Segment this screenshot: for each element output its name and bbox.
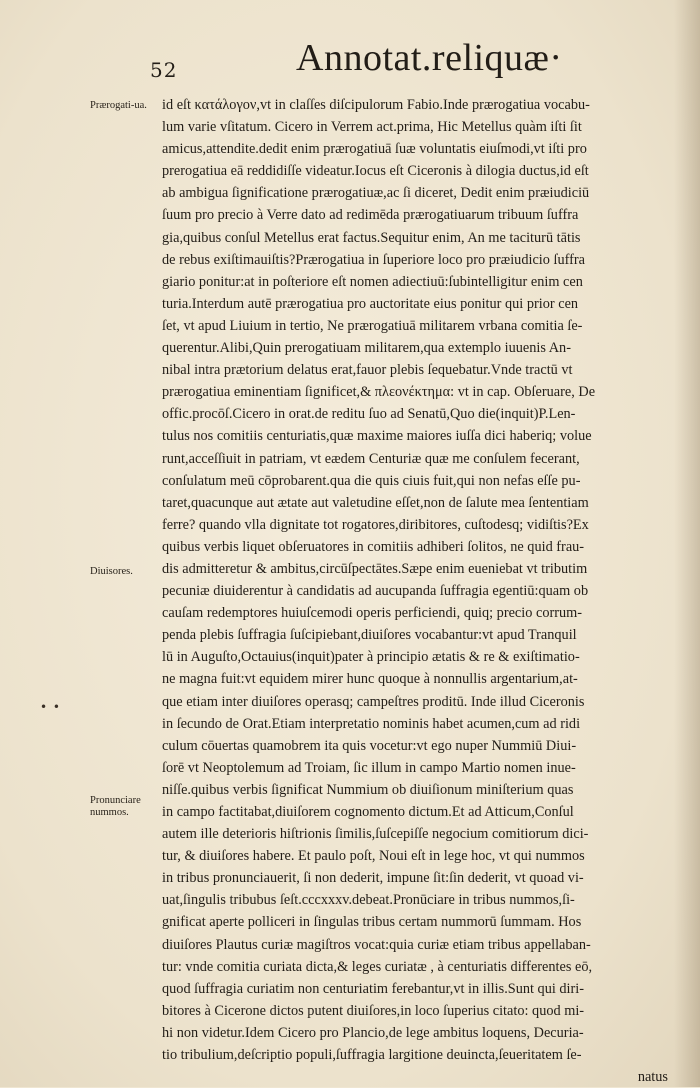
text-line: ſuum pro precio à Verre dato ad redimēda prærogatiuarum tribuum ſuffra: [162, 207, 579, 224]
text-line: ſet, vt apud Liuium in tertio, Ne prærogatiuā militarem vrbana comitia ſe-: [162, 317, 583, 334]
text-line: lū in Auguſto,Octauius(inquit)pater à principio ætatis & re & exiſtimatio-: [162, 649, 580, 666]
text-line: uat,ſingulis tribubus ſeſt.cccxxxv.debeat.Pronūciare in tribus nummos,ſi-: [162, 892, 575, 909]
text-line: diuiſores Plautus curiæ magiſtros vocat:quia curiæ etiam tribus appellaban-: [162, 936, 591, 953]
text-line: cauſam redemptores huiuſcemodi operis perficiendi, quiq; precio corrum-: [162, 605, 583, 622]
text-line: culum cōuertas quamobrem ita quis vocetur:vt ego nuper Nummiū Diui-: [162, 737, 577, 754]
stray-ink-mark: • •: [40, 700, 61, 714]
page-edge-shadow: [674, 0, 700, 1087]
text-line: tulus nos comitiis centuriatis,quæ maxime maiores iuſſa dici haberiq; volue: [162, 428, 592, 445]
page-number: 52: [150, 58, 178, 82]
text-line: taret,quacunque aut ætate aut valetudine eſſet,non de ſalute mea ſententiam: [162, 494, 589, 511]
text-line: tio tribulium,deſcriptio populi,ſuffragia largitione deuincta,ſeueritatem ſe-: [162, 1047, 582, 1064]
text-line: tur, & diuiſores habere. Et paulo poſt, Noui eſt in lege hoc, vt qui nummos: [162, 848, 585, 865]
text-line: lum varie vſitatum. Cicero in Verrem act.prima, Hic Metellus quàm iſti ſit: [162, 119, 582, 136]
text-line: conſulatum meū cōprobarent.qua die quis ciuis fuit,qui non nefas eſſe pu-: [162, 472, 581, 489]
text-line: in campo factitabat,diuiſorem cognomento dictum.Et ad Atticum,Conſul: [162, 804, 574, 820]
text-line: prærogatiua eminentiam ſignificet,& πλεονέκτημα: vt in cap. Obſeruare, De: [162, 384, 596, 401]
text-line: ab ambigua ſignificatione prærogatiuæ,ac ſi diceret, Dedit enim præiudiciū: [162, 185, 590, 202]
text-line: dis admitteretur & ambitus,circūſpectātes.Sæpe enim eueniebat vt tributim: [162, 560, 588, 577]
text-line: gnificat aperte polliceri in ſingulas tribus certam nummorū ſummam. Hos: [162, 914, 582, 931]
text-line: que etiam inter diuiſores operasq; campeſtres proditū. Inde illud Ciceronis: [162, 693, 585, 710]
text-line: prerogatiua eā reddidiſſe videatur.Iocus eſt Ciceronis à dilogia ductus,id eſt: [162, 163, 589, 180]
body-text: [162, 94, 668, 1088]
text-line: runt,acceſſiuit in patriam, vt eædem Centuriæ quæ me conſulem fecerant,: [162, 450, 580, 467]
text-line: bitores à Cicerone dictos putent diuiſores,in loco ſuperius citato: quod mi-: [162, 1002, 585, 1019]
text-line: pecuniæ diuiderentur à candidatis ad aucupanda ſuffragia egentiū:quam ob: [162, 583, 589, 600]
text-line: quod ſuffragia curiatim non centuriatim ferebantur,vt in illis.Sunt qui diri-: [162, 980, 585, 997]
text-line: tur: vnde comitia curiata dicta,& leges curiatæ , à centuriatis differentes eō,: [162, 958, 593, 975]
margin-note-diuisores: Diuisores.: [90, 566, 133, 577]
text-line: de rebus exiſtimauiſtis?Prærogatiua in ſuperiore loco pro præiudicio ſuffra: [162, 251, 585, 268]
text-line: ne magna fuit:vt equidem mirer hunc quoque à nonnullis argentarium,at-: [162, 671, 578, 688]
running-head: Annotat.reliquæ·: [296, 37, 563, 79]
text-line: giario ponitur:at in poſteriore eſt nomen adiectiuū:ſubintelligitur enim cen: [162, 273, 583, 290]
text-line: natus: [637, 1069, 668, 1086]
text-line: id eſt κατάλογον,vt in claſſes diſcipulorum Fabio.Inde prærogatiua vocabu-: [162, 97, 590, 113]
text-line: gia,quibus conſul Metellus erat factus.Sequitur enim, An me taciturū tātis: [162, 229, 581, 246]
margin-note-praerogatiua: Prærogati-ua.: [90, 100, 147, 111]
text-line: in tribus pronunciauerit, ſi non dederit, impune ſit:ſin dederit, vt quoad vi-: [162, 870, 584, 887]
text-line: penda plebis ſuffragia ſuſcipiebant,diuiſores vocabantur:vt apud Tranquil: [162, 627, 577, 644]
text-line: ſorē vt Neoptolemum ad Troiam, ſic illum in campo Martio nomen inue-: [162, 759, 576, 776]
text-line: hi non videtur.Idem Cicero pro Plancio,de lege ambitus loquens, Decuria-: [162, 1024, 584, 1041]
text-line: offic.procōſ.Cicero in orat.de reditu ſuo ad Senatū,Quo die(inquit)P.Len-: [162, 406, 576, 423]
text-line: autem ille deterioris hiſtrionis ſimilis,ſuſcepiſſe negocium comitiorum dici-: [162, 826, 589, 843]
text-line: nibal intra prætorium delatus erat,fauor plebis ſequebatur.Vnde tractū vt: [162, 362, 573, 379]
text-line: in ſecundo de Orat.Etiam interpretatio nominis habet acumen,cum ad ridi: [162, 715, 581, 732]
text-line: turia.Interdum autē prærogatiua pro auctoritate eius ponitur qui prior cen: [162, 295, 579, 312]
text-line: ferre? quando vlla dignitate tot rogatores,diribitores, cuſtodesq; vidiſtis?Ex: [162, 516, 589, 533]
text-line: quibus verbis liquet obſeruatores in comitiis adhiberi ſolitos, ne quid frau-: [162, 538, 585, 555]
margin-note-pronunciare-nummos: Pronunciare nummos.: [90, 795, 141, 818]
text-line: querentur.Alibi,Quin prerogatiuam militarem,qua extemplo iuuenis An-: [162, 340, 571, 357]
text-line: niſſe.quibus verbis ſignificat Nummium ob diuiſionum miniſterium quas: [162, 781, 574, 798]
text-line: amicus,attendite.dedit enim prærogatiuā ſuæ voluntatis eiuſmodi,vt iſti pro: [162, 141, 587, 158]
